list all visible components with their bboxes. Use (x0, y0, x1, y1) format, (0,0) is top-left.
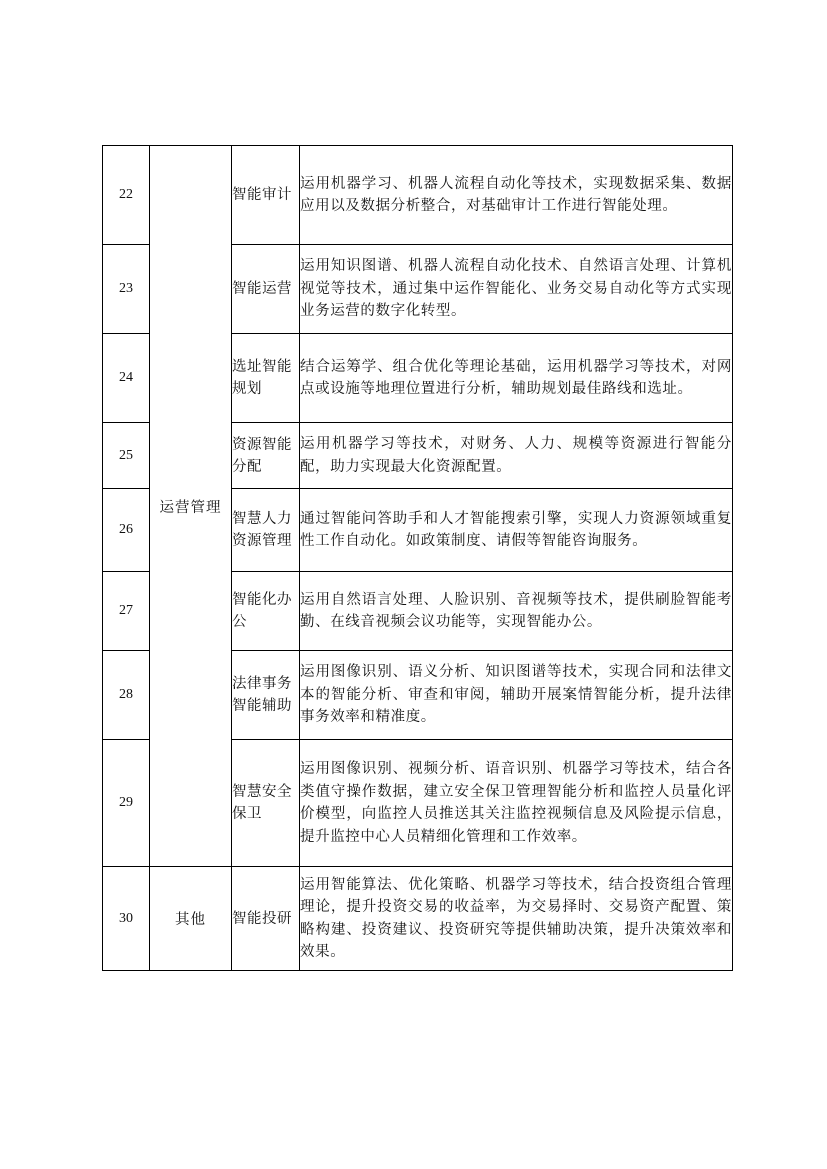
item-name: 智能投研 (232, 867, 300, 971)
item-name: 智能化办公 (232, 572, 300, 651)
item-description: 结合运筹学、组合优化等理论基础，运用机器学习等技术，对网点或设施等地理位置进行分析，辅助规划最佳路线和选址。 (300, 334, 733, 423)
row-number: 26 (103, 489, 150, 572)
row-number: 24 (103, 334, 150, 423)
item-name: 资源智能分配 (232, 423, 300, 489)
item-name: 智慧安全保卫 (232, 740, 300, 867)
item-description: 运用图像识别、语义分析、知识图谱等技术，实现合同和法律文本的智能分析、审查和审阅，辅助开展案情智能分析，提升法律事务效率和精准度。 (300, 651, 733, 740)
item-description: 运用自然语言处理、人脸识别、音视频等技术，提供刷脸智能考勤、在线音视频会议功能等，实现智能办公。 (300, 572, 733, 651)
item-name: 法律事务智能辅助 (232, 651, 300, 740)
item-description: 通过智能问答助手和人才智能搜索引擎，实现人力资源领域重复性工作自动化。如政策制度、请假等智能咨询服务。 (300, 489, 733, 572)
item-description: 运用机器学习、机器人流程自动化等技术，实现数据采集、数据应用以及数据分析整合，对基础审计工作进行智能处理。 (300, 146, 733, 245)
row-number: 29 (103, 740, 150, 867)
item-description: 运用智能算法、优化策略、机器学习等技术，结合投资组合管理理论，提升投资交易的收益率，为交易择时、交易资产配置、策略构建、投资建议、投资研究等提供辅助决策，提升决策效率和效果。 (300, 867, 733, 971)
category-cell: 运营管理 (150, 146, 232, 867)
row-number: 28 (103, 651, 150, 740)
item-description: 运用知识图谱、机器人流程自动化技术、自然语言处理、计算机视觉等技术，通过集中运作智能化、业务交易自动化等方式实现业务运营的数字化转型。 (300, 245, 733, 334)
table-row (103, 146, 733, 245)
item-description: 运用机器学习等技术，对财务、人力、规模等资源进行智能分配，助力实现最大化资源配置。 (300, 423, 733, 489)
item-name: 选址智能规划 (232, 334, 300, 423)
row-number: 22 (103, 146, 150, 245)
item-name: 智慧人力资源管理 (232, 489, 300, 572)
row-number: 25 (103, 423, 150, 489)
row-number: 27 (103, 572, 150, 651)
item-description: 运用图像识别、视频分析、语音识别、机器学习等技术，结合各类值守操作数据，建立安全保卫管理智能分析和监控人员量化评价模型，向监控人员推送其关注监控视频信息及风险提示信息，提升监控中心人员精细化管理和工作效率。 (300, 740, 733, 867)
business-table (102, 145, 733, 971)
category-cell: 其他 (150, 867, 232, 971)
item-name: 智能运营 (232, 245, 300, 334)
table-row (103, 867, 733, 971)
item-name: 智能审计 (232, 146, 300, 245)
row-number: 23 (103, 245, 150, 334)
row-number: 30 (103, 867, 150, 971)
